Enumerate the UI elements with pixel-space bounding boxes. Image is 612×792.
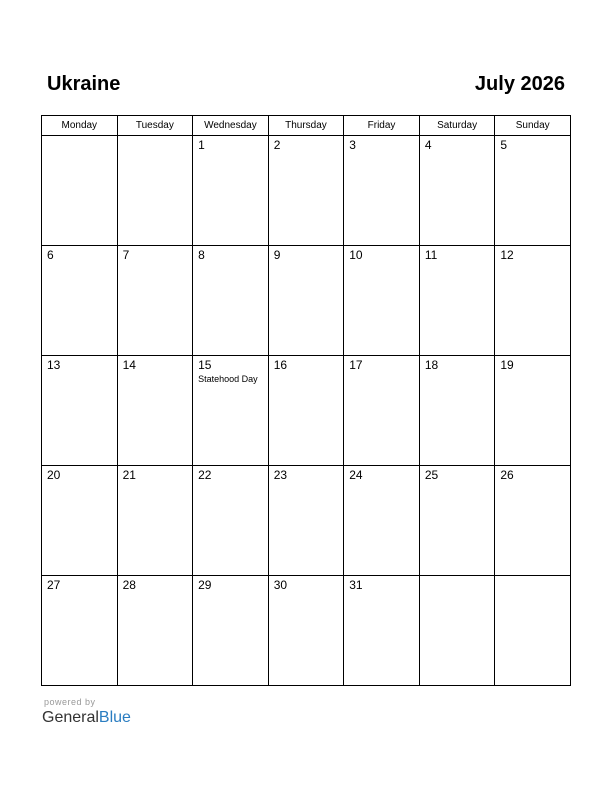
day-number: 9 [273, 248, 281, 262]
month-year-title: July 2026 [474, 73, 565, 95]
calendar-day-cell [419, 356, 495, 466]
weekday-header: Wednesday [193, 116, 269, 136]
calendar-day-cell [268, 246, 344, 356]
calendar-day-cell [419, 136, 495, 246]
day-number: 16 [273, 358, 288, 372]
weekday-header-row [42, 116, 571, 136]
brand-logo [42, 708, 131, 728]
calendar-day-cell [117, 356, 193, 466]
day-number: 7 [122, 248, 130, 262]
calendar-day-cell [117, 576, 193, 686]
calendar-week-row [42, 136, 571, 246]
calendar-day-cell [344, 576, 420, 686]
day-number: 17 [349, 358, 363, 372]
day-number: 19 [500, 358, 514, 372]
day-number: 26 [500, 468, 514, 482]
brand-name-part1: General [42, 709, 99, 726]
calendar-day-cell [42, 356, 118, 466]
day-number: 21 [122, 468, 136, 482]
day-number: 10 [349, 248, 363, 262]
calendar-day-cell [193, 136, 269, 246]
weekday-header: Saturday [419, 116, 495, 136]
day-number: 15 [198, 358, 212, 372]
day-number: 22 [198, 468, 212, 482]
day-number: 24 [349, 468, 363, 482]
day-number: 12 [500, 248, 514, 262]
day-number: 23 [273, 468, 288, 482]
day-number: 25 [424, 468, 439, 482]
holiday-label: Statehood Day [198, 374, 258, 384]
calendar-day-cell [419, 246, 495, 356]
weekday-header: Tuesday [117, 116, 193, 136]
day-number: 3 [349, 138, 356, 152]
weekday-header: Sunday [495, 116, 571, 136]
powered-by-label: powered by [44, 697, 96, 707]
calendar-week-row [42, 466, 571, 576]
calendar-day-cell [344, 246, 420, 356]
day-number: 11 [424, 248, 438, 262]
calendar-day-cell [344, 356, 420, 466]
calendar-day-cell [268, 466, 344, 576]
calendar-day-cell [193, 576, 269, 686]
calendar-day-cell [495, 136, 571, 246]
day-number: 28 [122, 578, 136, 592]
day-number: 2 [273, 138, 281, 152]
day-number: 31 [349, 578, 363, 592]
calendar-day-cell [193, 466, 269, 576]
calendar-day-cell [193, 246, 269, 356]
day-number: 4 [424, 138, 432, 152]
calendar-day-cell [268, 356, 344, 466]
weekday-header: Friday [344, 116, 420, 136]
calendar-day-cell [495, 466, 571, 576]
calendar-week-row [42, 246, 571, 356]
calendar-week-row [42, 576, 571, 686]
day-number: 20 [47, 468, 61, 482]
day-number: 1 [198, 138, 205, 152]
day-number: 13 [47, 358, 61, 372]
calendar-day-cell [268, 576, 344, 686]
calendar-day-cell [117, 136, 193, 246]
calendar-day-cell [117, 246, 193, 356]
day-number: 29 [198, 578, 212, 592]
day-number: 5 [500, 138, 508, 152]
calendar-day-cell [419, 466, 495, 576]
country-title: Ukraine [47, 73, 121, 95]
day-number: 18 [424, 358, 439, 372]
weekday-header: Thursday [268, 116, 344, 136]
day-number: 6 [47, 248, 54, 262]
calendar-day-cell [419, 576, 495, 686]
calendar-day-cell [495, 576, 571, 686]
calendar-day-cell [495, 356, 571, 466]
calendar-day-cell [117, 466, 193, 576]
calendar-day-cell [42, 246, 118, 356]
brand-name-part2: Blue [98, 709, 131, 726]
calendar-week-row [42, 356, 571, 466]
calendar-day-cell [268, 136, 344, 246]
calendar-day-cell [42, 576, 118, 686]
day-number: 14 [122, 358, 136, 372]
calendar-day-cell [42, 136, 118, 246]
weekday-header: Monday [42, 116, 118, 136]
calendar-day-cell [42, 466, 118, 576]
calendar-grid [41, 115, 571, 686]
calendar-day-cell [344, 136, 420, 246]
calendar-day-cell [495, 246, 571, 356]
day-number: 27 [47, 578, 61, 592]
day-number: 30 [273, 578, 288, 592]
calendar-day-cell [344, 466, 420, 576]
calendar-day-cell [193, 356, 269, 466]
day-number: 8 [198, 248, 205, 262]
